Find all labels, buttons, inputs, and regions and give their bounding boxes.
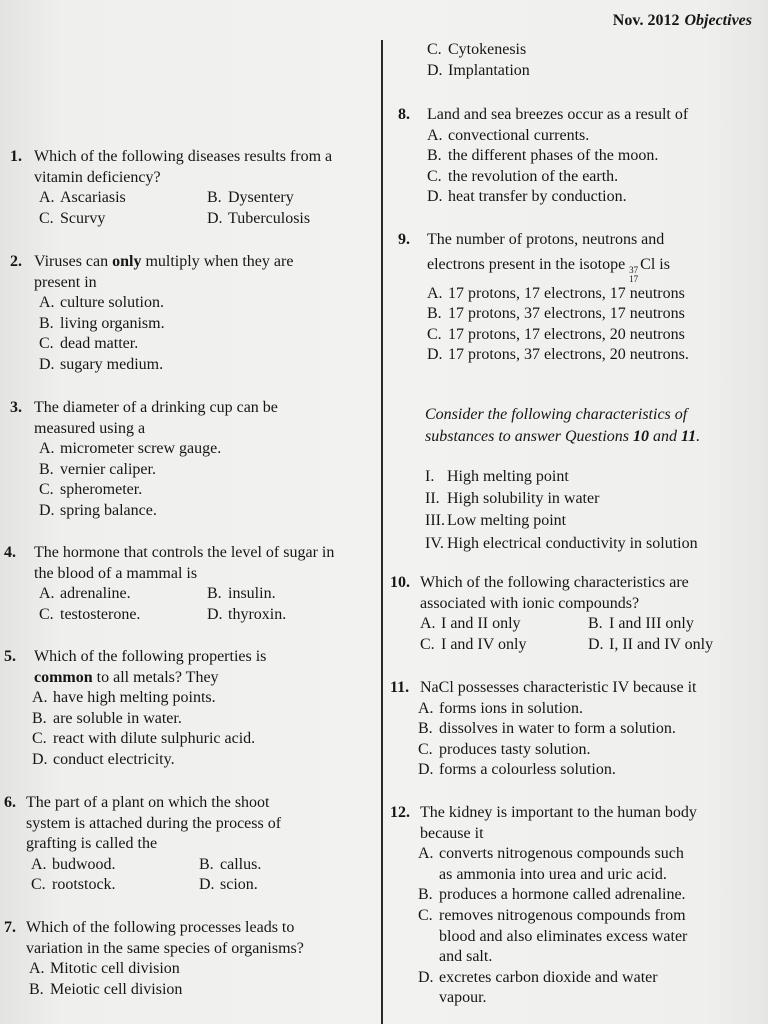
option-c[interactable] [418, 906, 758, 968]
running-header [613, 12, 752, 30]
option-b[interactable] [418, 885, 758, 906]
option-text: Implantation [448, 61, 530, 79]
option-c[interactable] [427, 40, 758, 61]
question-number: 9. [398, 231, 410, 248]
option-text [439, 906, 758, 968]
option-text: callus. [220, 855, 262, 873]
question-stem [420, 573, 758, 614]
option-text: I and IV only [441, 635, 527, 653]
option-text: living organism. [60, 314, 165, 332]
option-c[interactable] [427, 167, 758, 188]
option-key: A. [420, 615, 436, 633]
option-key: A. [39, 294, 55, 312]
characteristic-item [425, 510, 698, 532]
instruction-text: . [696, 428, 701, 445]
option-b[interactable] [418, 719, 758, 740]
option-text: have high melting points. [53, 689, 216, 707]
question-number: 3. [10, 399, 22, 416]
question-number: 1. [10, 148, 22, 165]
option-line: blood and also eliminates excess water [439, 927, 688, 945]
option-a[interactable] [427, 126, 758, 147]
option-text: the different phases of the moon. [448, 147, 659, 165]
instruction-text: and [649, 428, 681, 445]
option-key: D. [207, 209, 223, 227]
option-key: D. [418, 761, 434, 779]
option-key: C. [427, 167, 442, 185]
option-key: A. [29, 960, 45, 978]
option-text: rootstock. [52, 876, 116, 894]
option-d[interactable] [207, 605, 286, 626]
option-b[interactable] [207, 188, 294, 209]
option-d[interactable] [418, 760, 758, 781]
stem-line: The kidney is important to the human body [420, 804, 697, 821]
option-b[interactable] [588, 614, 694, 635]
option-d[interactable] [427, 61, 758, 82]
element-symbol: Cl [640, 255, 656, 273]
option-text: spring balance. [60, 501, 157, 519]
question-1 [10, 147, 370, 229]
option-key: A. [31, 855, 47, 873]
mass-number: 37 [629, 264, 639, 275]
option-line: excretes carbon dioxide and water [439, 968, 658, 986]
option-key: C. [427, 325, 442, 343]
atomic-number: 17 [629, 273, 639, 284]
option-text: micrometer screw gauge. [60, 440, 222, 458]
option-key: D. [427, 346, 443, 364]
stem-line: system is attached during the process of [26, 814, 282, 832]
option-text: Tuberculosis [228, 209, 311, 227]
characteristic-item [425, 466, 698, 488]
question-ref: 10 [633, 428, 649, 445]
question-7 [4, 918, 370, 1000]
option-row [420, 614, 758, 635]
question-2 [10, 252, 370, 376]
header-section: Objectives [684, 12, 752, 29]
stem-line: The part of a plant on which the shoot [26, 794, 270, 811]
option-a[interactable] [39, 439, 370, 460]
instruction-text: substances to answer Questions [425, 428, 633, 445]
option-d[interactable] [418, 968, 758, 1009]
option-c[interactable] [39, 480, 370, 501]
stem-text: multiply when they are [141, 253, 294, 270]
stem-emphasis: only [112, 253, 142, 270]
option-text: forms a colourless solution. [439, 761, 616, 779]
option-line: vapour. [439, 989, 487, 1007]
option-text: 17 protons, 37 electrons, 17 neutrons [448, 305, 685, 323]
question-stem [420, 678, 758, 699]
option-key: B. [39, 314, 54, 332]
instruction-block [425, 404, 745, 448]
option-d[interactable] [199, 875, 258, 896]
stem-line: variation in the same species of organisms? [26, 939, 304, 957]
option-text: convectional currents. [448, 126, 590, 144]
stem-text: electrons present in the isotope [427, 255, 626, 273]
option-key: C. [31, 876, 46, 894]
option-a[interactable] [427, 284, 758, 305]
stem-line [427, 255, 758, 284]
option-text [439, 885, 758, 906]
option-text: culture solution. [60, 294, 164, 312]
option-text: I and III only [609, 615, 694, 633]
option-text: 17 protons, 37 electrons, 20 neutrons. [448, 346, 689, 364]
option-key: A. [427, 126, 443, 144]
option-key: C. [427, 41, 442, 58]
option-key: B. [427, 305, 442, 323]
option-a[interactable] [418, 844, 758, 885]
characteristic-text: Low melting point [447, 512, 567, 530]
option-key: D. [427, 188, 443, 206]
option-text: scion. [220, 876, 258, 894]
stem-line: Land and sea breezes occur as a result of [427, 106, 689, 123]
option-row [39, 188, 370, 209]
question-number: 11. [390, 679, 410, 696]
question-11 [390, 678, 758, 781]
option-line: removes nitrogenous compounds from [439, 906, 686, 924]
question-number: 5. [4, 648, 16, 665]
stem-line: because it [420, 824, 484, 842]
stem-line: The number of protons, neutrons and [427, 231, 665, 248]
stem-line [34, 668, 370, 689]
option-key: B. [29, 980, 44, 998]
option-b[interactable] [29, 980, 370, 1001]
option-key: C. [32, 730, 47, 748]
option-key: B. [32, 709, 47, 727]
isotope-notation [629, 266, 638, 284]
option-key: D. [427, 61, 443, 79]
option-line: and salt. [439, 948, 493, 966]
stem-line: grafting is called the [26, 835, 158, 853]
stem-text: Viruses can [34, 253, 113, 270]
stem-emphasis: common [34, 668, 93, 686]
stem-line: associated with ionic compounds? [420, 594, 640, 612]
option-key: C. [418, 906, 433, 924]
option-text: dead matter. [60, 335, 139, 353]
option-text: produces tasty solution. [439, 740, 591, 758]
stem-line: the blood of a mammal is [34, 564, 198, 582]
option-text: thyroxin. [228, 605, 287, 623]
option-text: sugary medium. [60, 355, 164, 373]
option-text: conduct electricity. [53, 750, 175, 768]
option-text [439, 844, 758, 885]
question-stem [34, 252, 370, 293]
option-row [31, 855, 370, 876]
question-4 [4, 543, 370, 625]
option-d[interactable] [588, 635, 713, 656]
question-stem [34, 147, 370, 188]
option-key: B. [418, 720, 433, 738]
option-row [39, 209, 370, 230]
option-c[interactable] [39, 209, 207, 230]
characteristics-list [425, 466, 698, 555]
option-c[interactable] [418, 740, 758, 761]
question-ref: 11 [681, 428, 697, 445]
option-c[interactable] [31, 875, 199, 896]
option-text: forms ions in solution. [439, 699, 584, 717]
option-b[interactable] [39, 314, 370, 335]
option-text: the revolution of the earth. [448, 167, 619, 185]
question-12 [390, 803, 758, 1009]
option-key: C. [39, 605, 54, 623]
stem-line: NaCl possesses characteristic IV because it [420, 679, 697, 696]
option-row [39, 605, 370, 626]
option-a[interactable] [31, 855, 199, 876]
roman-numeral: III. [425, 512, 445, 530]
option-key: C. [39, 481, 54, 499]
option-c[interactable] [39, 605, 207, 626]
option-key: D. [199, 876, 215, 894]
question-number: 6. [4, 794, 16, 811]
option-text: testosterone. [60, 605, 141, 623]
option-d[interactable] [39, 501, 370, 522]
option-key: C. [39, 335, 54, 353]
option-key: D. [418, 968, 434, 986]
option-key: A. [418, 699, 434, 717]
option-b[interactable] [39, 460, 370, 481]
question-5 [4, 647, 370, 771]
question-number: 10. [390, 574, 410, 591]
option-text: 17 protons, 17 electrons, 20 neutrons [448, 325, 685, 343]
option-key: D. [588, 635, 604, 653]
option-text: are soluble in water. [53, 709, 182, 727]
stem-line: The diameter of a drinking cup can be [34, 399, 278, 416]
option-key: A. [418, 845, 434, 863]
stem-line: vitamin deficiency? [34, 168, 161, 186]
characteristic-text: High solubility in water [447, 490, 600, 508]
option-line: as ammonia into urea and uric acid. [439, 865, 667, 883]
option-d[interactable] [427, 345, 758, 366]
option-b[interactable] [32, 709, 370, 730]
option-row [420, 635, 758, 656]
option-text: I and II only [441, 615, 521, 633]
option-c[interactable] [39, 334, 370, 355]
question-stem [427, 230, 758, 284]
option-text: Scurvy [60, 209, 106, 227]
stem-text: is [659, 255, 670, 273]
option-d[interactable] [207, 209, 310, 230]
option-text: 17 protons, 17 electrons, 17 neutrons [448, 284, 685, 302]
question-stem [34, 543, 370, 584]
option-a[interactable] [418, 699, 758, 720]
option-a[interactable] [39, 293, 370, 314]
option-key: C. [420, 635, 435, 653]
option-d[interactable] [427, 187, 758, 208]
option-b[interactable] [207, 584, 276, 605]
stem-line: Which of the following diseases results from a [34, 148, 333, 165]
option-text: spherometer. [60, 481, 143, 499]
option-key: B. [588, 615, 603, 633]
option-key: B. [207, 585, 222, 603]
option-key: B. [39, 460, 54, 478]
option-key: D. [32, 750, 48, 768]
option-text: heat transfer by conduction. [448, 188, 627, 206]
stem-line: Which of the following characteristics are [420, 574, 689, 591]
option-key: D. [39, 501, 55, 519]
stem-line: present in [34, 273, 97, 291]
option-c[interactable] [32, 729, 370, 750]
stem-line: The hormone that controls the level of sugar in [34, 544, 335, 561]
option-key: A. [32, 689, 48, 707]
option-key: D. [39, 355, 55, 373]
stem-line: Which of the following properties is [34, 648, 267, 665]
instruction-line [425, 426, 745, 448]
option-key: D. [207, 605, 223, 623]
option-b[interactable] [427, 304, 758, 325]
option-text: Dysentery [228, 189, 294, 207]
characteristic-item [425, 533, 698, 555]
option-text: vernier caliper. [60, 460, 156, 478]
characteristic-text: High melting point [447, 468, 569, 485]
option-key: C. [39, 209, 54, 227]
option-a[interactable] [39, 584, 207, 605]
question-number: 12. [390, 804, 410, 821]
option-key: B. [427, 147, 442, 165]
option-line: produces a hormone called adrenaline. [439, 886, 686, 904]
option-text: Mitotic cell division [50, 960, 180, 978]
column-divider [381, 40, 383, 1024]
option-text: adrenaline. [60, 585, 131, 603]
question-stem [34, 647, 370, 688]
option-text [439, 968, 758, 1009]
question-9 [398, 230, 758, 366]
question-number: 7. [4, 919, 16, 936]
option-text: react with dilute sulphuric acid. [53, 730, 256, 748]
option-text: Cytokenesis [448, 41, 527, 58]
option-a[interactable] [39, 188, 207, 209]
question-stem [427, 105, 758, 126]
question-stem [34, 398, 370, 439]
question-number: 4. [4, 544, 16, 561]
option-text: dissolves in water to form a solution. [439, 720, 676, 738]
question-10 [390, 573, 758, 655]
question-number: 2. [10, 253, 22, 270]
option-c[interactable] [420, 635, 588, 656]
option-b[interactable] [199, 855, 261, 876]
header-date: Nov. 2012 [612, 12, 680, 29]
option-a[interactable] [32, 688, 370, 709]
characteristic-text: High electrical conductivity in solution [447, 534, 698, 552]
option-key: A. [39, 585, 55, 603]
roman-numeral: IV. [425, 534, 444, 552]
question-6 [4, 793, 370, 896]
option-key: B. [199, 855, 214, 873]
roman-numeral: I. [425, 468, 435, 485]
option-key: A. [39, 189, 55, 207]
option-text: insulin. [228, 585, 276, 603]
question-8 [398, 105, 758, 208]
option-row [39, 584, 370, 605]
option-row [31, 875, 370, 896]
option-key: A. [39, 440, 55, 458]
instruction-line: Consider the following characteristics of [425, 406, 688, 423]
stem-line: Which of the following processes leads to [26, 919, 295, 936]
question-stem [26, 793, 370, 855]
question-7-continued [398, 40, 758, 81]
stem-line: measured using a [34, 419, 146, 437]
option-key: A. [427, 284, 443, 302]
option-key: B. [207, 189, 222, 207]
option-a[interactable] [29, 959, 370, 980]
option-key: C. [418, 740, 433, 758]
option-text: Meiotic cell division [50, 980, 183, 998]
option-b[interactable] [427, 146, 758, 167]
stem-text: to all metals? They [92, 668, 219, 686]
option-c[interactable] [427, 325, 758, 346]
question-stem [420, 803, 758, 844]
question-number: 8. [398, 106, 410, 123]
option-d[interactable] [39, 355, 370, 376]
question-3 [10, 398, 370, 522]
option-text: Ascariasis [60, 189, 126, 207]
question-stem [26, 918, 370, 959]
option-key: B. [418, 886, 433, 904]
roman-numeral: II. [425, 490, 440, 508]
option-a[interactable] [420, 614, 588, 635]
option-line: converts nitrogenous compounds such [439, 845, 684, 863]
characteristic-item [425, 488, 698, 510]
option-text: budwood. [52, 855, 116, 873]
option-d[interactable] [32, 750, 370, 771]
stem-line [34, 252, 370, 273]
option-text: I, II and IV only [609, 635, 714, 653]
